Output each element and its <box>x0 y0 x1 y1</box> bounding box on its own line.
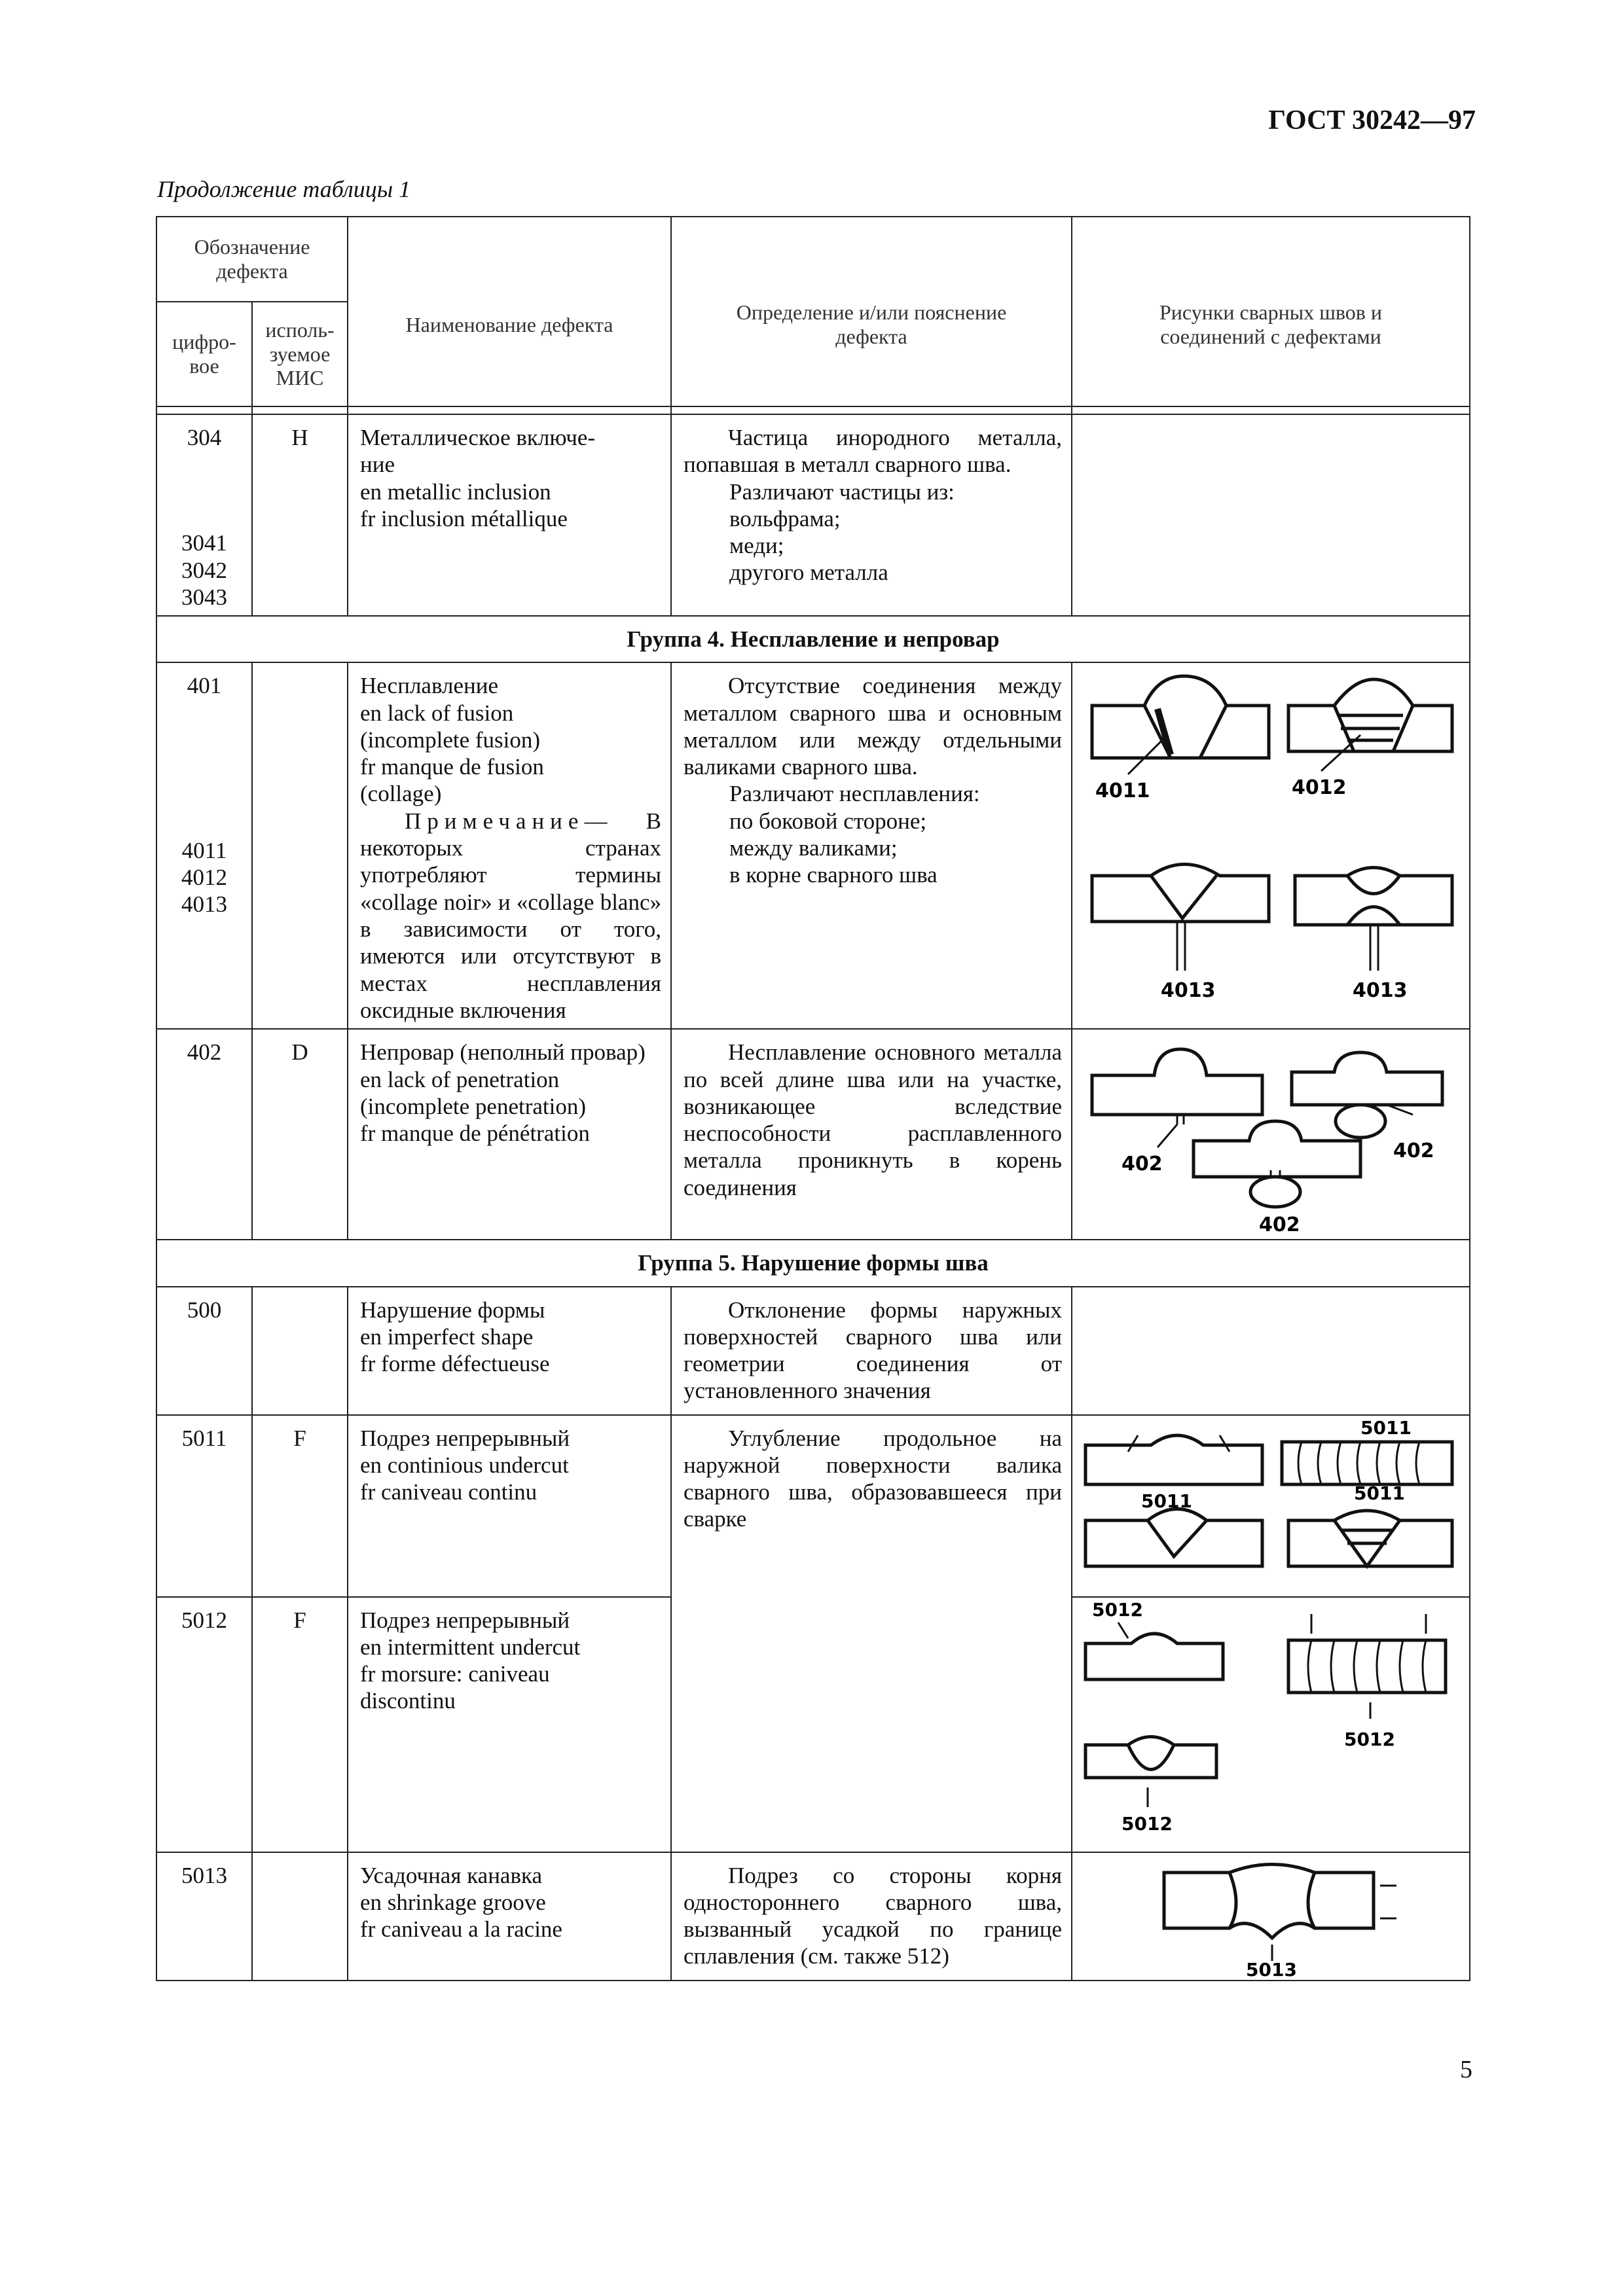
name-fr: fr caniveau a la racine <box>360 1916 562 1943</box>
iiw-cell <box>252 1852 348 1981</box>
weld-5013-fusion <box>1230 1873 1315 1928</box>
figure-cell <box>1072 1287 1470 1415</box>
figure-label: 5011 <box>1354 1482 1405 1504</box>
name-fr: fr inclusion métallique <box>360 505 568 531</box>
header-definition: Определение и/или пояснение дефекта <box>671 217 1072 406</box>
definition-intro: Различают несплавления: <box>729 781 980 807</box>
weld-5011-c-bevel <box>1148 1520 1207 1556</box>
name-line: ние <box>360 452 395 478</box>
figure-cell <box>1072 414 1470 616</box>
header-iiw-code: исполь- зуемое МИС <box>252 302 348 406</box>
arrows-5013-side <box>1380 1886 1396 1918</box>
arrows-4013-a <box>1177 922 1185 971</box>
code-cell <box>156 1029 252 1240</box>
code-cell <box>156 662 252 1029</box>
name-en: en intermittent undercut <box>360 1634 581 1660</box>
definition-intro: Различают частицы из: <box>729 478 955 505</box>
figure-cell <box>1072 1852 1470 1981</box>
row-304 <box>156 414 1470 616</box>
code-value: 5012 <box>181 1607 227 1633</box>
figure-lack-of-penetration <box>1072 1030 1468 1238</box>
definition-text: Подрез со стороны корня одностороннего сварного шва, вызванный усадкой по границе сплавления (см. также 512) <box>684 1862 1062 1969</box>
definition-cell <box>671 414 1072 616</box>
definition-item: между валиками; <box>729 835 898 861</box>
weld-5011-a <box>1085 1435 1262 1484</box>
subcode: 4012 <box>181 864 227 890</box>
weld-4013-a-bevel <box>1151 876 1216 918</box>
definition-item: другого металла <box>729 560 888 586</box>
figure-label: 402 <box>1393 1139 1434 1163</box>
header-name: Наименование дефекта <box>348 217 671 406</box>
note <box>360 808 661 1024</box>
arrows-5012-b <box>1311 1614 1426 1719</box>
header-figures: Рисунки сварных швов и соединений с дефектами <box>1072 217 1470 406</box>
figure-cell <box>1072 662 1470 1029</box>
name-cell <box>348 414 671 616</box>
figure-label: 5011 <box>1360 1416 1412 1439</box>
figure-label: 4013 <box>1353 979 1408 1003</box>
figure-lack-of-fusion <box>1072 663 1468 1027</box>
name-line: Несплавление <box>360 673 499 699</box>
weld-4011 <box>1092 676 1269 758</box>
subcode: 4011 <box>181 837 227 863</box>
definition-item: в корне сварного шва <box>729 862 938 888</box>
name-line: Металлическое включе- <box>360 425 596 450</box>
figure-cell <box>1072 1029 1470 1240</box>
arrows-4013-b <box>1370 925 1378 971</box>
name-line: (collage) <box>360 781 442 807</box>
iiw-value: D <box>291 1039 308 1066</box>
code-cell <box>156 1287 252 1415</box>
definition-cell <box>671 1287 1072 1415</box>
header-row-1 <box>156 217 1470 302</box>
name-cell <box>348 1287 671 1415</box>
figure-shrinkage-groove <box>1072 1853 1468 1979</box>
definition-cell <box>671 662 1072 1029</box>
iiw-cell <box>252 662 348 1029</box>
code-value: 5013 <box>181 1862 227 1888</box>
name-en: en lack of fusion <box>360 700 514 726</box>
code-cell <box>156 1597 252 1852</box>
name-fr-text: fr morsure: caniveau <box>360 1661 550 1687</box>
code-value: 304 <box>187 425 222 450</box>
weld-5012-a <box>1085 1634 1223 1679</box>
weld-5011-b <box>1282 1442 1452 1484</box>
name-line: discontinu <box>360 1688 456 1714</box>
header-digital-code: цифро- вое <box>156 302 252 406</box>
figure-label: 4011 <box>1095 780 1150 803</box>
figure-label: 5012 <box>1092 1598 1143 1621</box>
root-402-b <box>1336 1105 1385 1138</box>
definition-cell <box>671 1852 1072 1981</box>
weld-4012-passes <box>1334 706 1413 751</box>
iiw-cell <box>252 1287 348 1415</box>
name-cell <box>348 662 671 1029</box>
code-value: 401 <box>187 673 222 699</box>
code-cell <box>156 1852 252 1981</box>
group-5-title: Группа 5. Нарушение формы шва <box>156 1240 1470 1286</box>
group-4-title: Группа 4. Несплавление и непровар <box>156 616 1470 662</box>
weld-402-a <box>1092 1049 1262 1115</box>
name-en: en lack of penetration <box>360 1066 560 1092</box>
subcode: 3041 <box>181 530 227 556</box>
name-en: en imperfect shape <box>360 1323 534 1350</box>
row-5013 <box>156 1852 1470 1981</box>
name-fr <box>360 1660 661 1687</box>
weld-5012-b-ripples <box>1308 1640 1426 1693</box>
definition-text: Отсутствие соединения между металлом сварного шва и основным металлом или между отдельными валиками сварного шва. <box>684 673 1062 780</box>
document-code: ГОСТ 30242—97 <box>1268 105 1476 135</box>
weld-5012-c-root <box>1128 1745 1174 1770</box>
name-fr: fr manque de fusion <box>360 754 544 780</box>
name-cell <box>348 1852 671 1981</box>
name-cell <box>348 1597 671 1852</box>
iiw-value: F <box>293 1607 306 1633</box>
figure-label: 402 <box>1122 1153 1163 1176</box>
figure-continuous-undercut <box>1072 1416 1468 1595</box>
definition-text: Частица инородного металла, попавшая в металл сварного шва. <box>684 425 1062 478</box>
figure-cell <box>1072 1597 1470 1852</box>
figure-label: 4012 <box>1292 776 1347 800</box>
iiw-cell <box>252 1415 348 1597</box>
name-fr: fr caniveau continu <box>360 1479 538 1505</box>
name-line: Нарушение формы <box>360 1297 545 1323</box>
weld-5011-b-ripples <box>1298 1442 1419 1484</box>
figure-label: 402 <box>1259 1213 1300 1237</box>
name-fr: fr manque de pénétration <box>360 1121 590 1147</box>
code-value: 500 <box>187 1297 222 1323</box>
weld-5012-c <box>1085 1736 1216 1778</box>
figure-intermittent-undercut <box>1072 1598 1468 1850</box>
weld-5013 <box>1164 1864 1374 1938</box>
weld-402-b <box>1292 1052 1442 1105</box>
name-en: en metallic inclusion <box>360 478 551 505</box>
weld-5011-d-passes <box>1334 1520 1400 1566</box>
name-line: (incomplete penetration) <box>360 1093 586 1119</box>
definition-item: меди; <box>729 533 784 559</box>
definition-item: по боковой стороне; <box>729 808 927 834</box>
name-cell <box>348 1415 671 1597</box>
arrow-5012-a <box>1118 1623 1128 1638</box>
group-4-row <box>156 616 1470 662</box>
code-value: 402 <box>187 1039 222 1066</box>
name-en: en shrinkage groove <box>360 1889 546 1915</box>
figure-label: 5013 <box>1246 1958 1297 1979</box>
name-line: Подрез непрерывный <box>360 1607 570 1633</box>
name-line: Усадочная канавка <box>360 1862 543 1888</box>
table-caption: Продолжение таблицы 1 <box>157 176 411 202</box>
definition-text: Несплавление основного металла по всей длине шва или на участке, возникающее вследствие неспособности расплавленного металла проникнуть в корень соединения <box>684 1039 1062 1200</box>
subcode: 3043 <box>181 584 227 610</box>
note-text: — В некоторых странах употребляют термины «collage noir» и «collage blanc» в зависимости от того, имеются или отсутствуют в местах несплавления оксидные включения <box>360 808 661 1023</box>
figure-label: 4013 <box>1161 979 1216 1003</box>
figure-label: 5012 <box>1122 1812 1173 1835</box>
row-401 <box>156 662 1470 1029</box>
name-line: Подрез непрерывный <box>360 1425 570 1451</box>
iiw-cell <box>252 1597 348 1852</box>
code-cell <box>156 414 252 616</box>
name-en: en continious undercut <box>360 1452 569 1478</box>
group-5-row <box>156 1240 1470 1286</box>
iiw-cell <box>252 414 348 616</box>
name-line: Непровар (неполный провар) <box>360 1039 646 1066</box>
note-label: Примечание <box>405 808 585 834</box>
figure-label: 5011 <box>1141 1490 1192 1512</box>
subcode: 4013 <box>181 891 227 918</box>
code-value: 5011 <box>181 1425 227 1451</box>
subcode: 3042 <box>181 557 227 583</box>
definition-text: Углубление продольное на наружной поверхности валика сварного шва, образовавшееся при сварке <box>684 1425 1062 1532</box>
iiw-value: H <box>291 425 308 450</box>
name-fr: fr forme défectueuse <box>360 1351 550 1377</box>
code-cell <box>156 1415 252 1597</box>
weld-402-c <box>1194 1121 1360 1177</box>
weld-4013-b-passes <box>1347 876 1400 925</box>
header-designation: Обозначение дефекта <box>156 217 348 302</box>
name-line: (incomplete fusion) <box>360 726 541 753</box>
figure-label: 5012 <box>1344 1728 1395 1750</box>
weld-5011-d <box>1288 1511 1452 1566</box>
definition-cell <box>671 1029 1072 1240</box>
row-402 <box>156 1029 1470 1240</box>
definition-cell <box>671 1415 1072 1852</box>
page-number: 5 <box>1460 2056 1472 2083</box>
root-402-c <box>1250 1177 1300 1207</box>
row-500 <box>156 1287 1470 1415</box>
defects-table <box>156 216 1470 1981</box>
row-5011 <box>156 1415 1470 1597</box>
definition-text: Отклонение формы наружных поверхностей сварного шва или геометрии соединения от установленного значения <box>684 1297 1062 1404</box>
weld-4013-b <box>1295 868 1452 925</box>
definition-item: вольфрама; <box>729 505 841 531</box>
arrow-402-a <box>1158 1124 1177 1147</box>
iiw-value: F <box>293 1425 306 1451</box>
name-cell <box>348 1029 671 1240</box>
iiw-cell <box>252 1029 348 1240</box>
figure-cell <box>1072 1415 1470 1597</box>
